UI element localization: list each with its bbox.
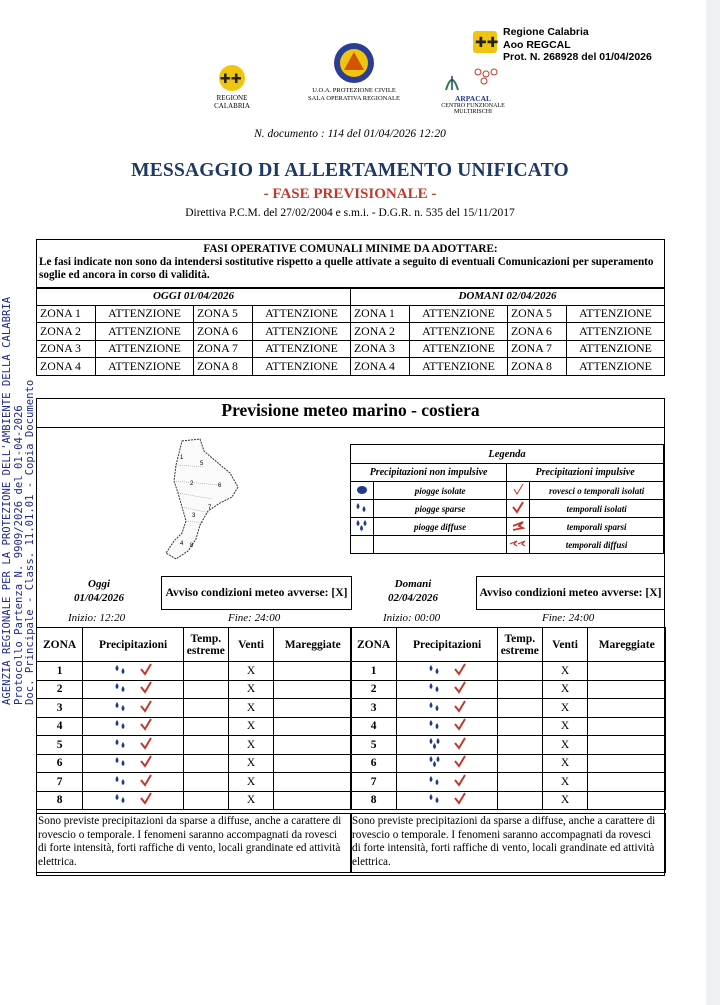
- forecast-venti: X: [228, 699, 274, 718]
- forecast-zone: 1: [351, 662, 397, 681]
- forecast-mareggiate: [274, 680, 352, 699]
- storm-rovesci-icon: [511, 483, 525, 496]
- oggi-day-label: [44, 577, 154, 605]
- forecast-precip: [397, 699, 498, 718]
- forecast-zone: 6: [37, 754, 83, 773]
- forecast-zone: 3: [37, 699, 83, 718]
- forecast-zone: 4: [37, 717, 83, 736]
- legenda-right-label: temporali sparsi: [530, 518, 664, 536]
- forecast-precip: [83, 680, 184, 699]
- forecast-venti: X: [542, 680, 588, 699]
- forecast-zone: 3: [351, 699, 397, 718]
- forecast-precip: [397, 680, 498, 699]
- rain-isolate-icon: [354, 483, 370, 496]
- fasi-operative-box: [36, 239, 665, 289]
- pc-logo-line-2: SALA OPERATIVA REGIONALE: [308, 95, 400, 102]
- zone-status: ATTENZIONE: [409, 340, 507, 358]
- forecast-venti: X: [542, 773, 588, 792]
- legenda-storm-cell: [507, 500, 530, 518]
- forecast-mareggiate: [588, 680, 666, 699]
- regione-calabria-crest-icon: [472, 30, 498, 54]
- oggi-header: OGGI 01/04/2026: [37, 288, 351, 306]
- side-stamp-line-2: Protocollo Partenza N. 9909/2026 del 01-04-2026: [12, 405, 25, 705]
- forecast-venti: X: [542, 699, 588, 718]
- stamp-line-1: Regione Calabria: [503, 26, 589, 38]
- forecast-zone: 2: [351, 680, 397, 699]
- zone-status: ATTENZIONE: [566, 340, 664, 358]
- zone-status: ATTENZIONE: [566, 305, 664, 323]
- storm-isolati-icon: [139, 663, 153, 676]
- forecast-header-cell: Precipitazioni: [83, 628, 184, 662]
- forecast-row: [37, 773, 352, 792]
- zone-name: ZONA 3: [37, 340, 96, 358]
- regione-calabria-logo: [200, 64, 264, 110]
- zone-name: ZONA 5: [193, 305, 252, 323]
- meteo-title: Previsione meteo marino - costiera: [221, 400, 480, 420]
- zone-status: ATTENZIONE: [252, 323, 350, 341]
- forecast-zone: 6: [351, 754, 397, 773]
- legenda-right-label: rovesci o temporali isolati: [530, 482, 664, 500]
- right-scroll-edge: [706, 0, 720, 1005]
- oggi-description: Sono previste precipitazioni da sparse a diffuse, anche a carattere di rovescio o temporale. I fenomeni saranno accompagnati da rovesci di forte intensità, forti raffiche di vento, locali grandinate ed attività elettrica.: [38, 815, 342, 868]
- domani-date: 02/04/2026: [387, 592, 439, 604]
- domani-label: Domani: [394, 578, 432, 590]
- calabria-zones-map: [160, 437, 242, 563]
- zone-name: ZONA 8: [507, 358, 566, 376]
- zone-status: ATTENZIONE: [252, 305, 350, 323]
- storm-isolati-icon: [453, 718, 467, 731]
- storm-isolati-icon: [453, 681, 467, 694]
- rain-sparse-icon: [113, 792, 129, 805]
- legenda-right-label: temporali diffusi: [530, 536, 664, 554]
- oggi-fine: Fine: 24:00: [228, 612, 281, 624]
- forecast-header-cell: ZONA: [37, 628, 83, 662]
- forecast-mareggiate: [274, 754, 352, 773]
- regione-logo-text: REGIONE CALABRIA: [214, 94, 250, 110]
- zone-name: ZONA 2: [37, 323, 96, 341]
- forecast-zone: 7: [37, 773, 83, 792]
- forecast-row: [37, 754, 352, 773]
- forecast-venti: X: [228, 773, 274, 792]
- oggi-inizio: Inizio: 12:20: [68, 612, 126, 624]
- zone-name: ZONA 2: [350, 323, 409, 341]
- zone-status: ATTENZIONE: [95, 323, 193, 341]
- forecast-header-cell: Temp. estreme: [498, 628, 543, 662]
- storm-isolati-icon: [139, 792, 153, 805]
- svg-text:✚✚: ✚✚: [475, 35, 498, 51]
- forecast-temp: [498, 699, 543, 718]
- zone-name: ZONA 8: [193, 358, 252, 376]
- arpacal-subtext: CENTRO FUNZIONALE MULTIRISCHI: [441, 103, 505, 115]
- forecast-temp: [498, 662, 543, 681]
- forecast-venti: X: [542, 754, 588, 773]
- pc-logo-line-1: U.O.A. PROTEZIONE CIVILE: [312, 87, 396, 94]
- legenda-col-non-impulsive: Precipitazioni non impulsive: [351, 464, 507, 482]
- stamp-line-3: Prot. N. 268928 del 01/04/2026: [503, 51, 652, 63]
- forecast-precip: [397, 662, 498, 681]
- domani-header: DOMANI 02/04/2026: [350, 288, 664, 306]
- forecast-precip: [83, 662, 184, 681]
- rain-sparse-icon: [113, 737, 129, 750]
- forecast-row: [351, 791, 666, 810]
- forecast-temp: [184, 736, 229, 755]
- zone-status: ATTENZIONE: [409, 305, 507, 323]
- legenda-right-label: temporali isolati: [530, 500, 664, 518]
- forecast-row: [37, 717, 352, 736]
- forecast-precip: [397, 736, 498, 755]
- zone-status: ATTENZIONE: [409, 358, 507, 376]
- forecast-venti: X: [228, 754, 274, 773]
- zone-name: ZONA 4: [350, 358, 409, 376]
- forecast-mareggiate: [274, 662, 352, 681]
- forecast-venti: X: [542, 717, 588, 736]
- fasi-note: Le fasi indicate non sono da intendersi sostitutive rispetto a quelle attivate a seguito di eventuali Comunicazioni per superamento soglie ed ancora in corso di validità.: [39, 256, 654, 281]
- rain-sparse-icon: [113, 718, 129, 731]
- forecast-header-cell: Temp. estreme: [184, 628, 229, 662]
- forecast-precip: [83, 717, 184, 736]
- forecast-mareggiate: [274, 773, 352, 792]
- zone-status: ATTENZIONE: [566, 358, 664, 376]
- forecast-temp: [184, 662, 229, 681]
- legenda-left-label: piogge diffuse: [374, 518, 507, 536]
- legenda-rain-cell: [351, 536, 374, 554]
- rain-sparse-icon: [113, 663, 129, 676]
- forecast-precip: [83, 736, 184, 755]
- legenda-row: [351, 536, 664, 554]
- arpacal-icon: [438, 66, 508, 92]
- forecast-mareggiate: [274, 699, 352, 718]
- map-zone-label: 2: [190, 481, 194, 487]
- storm-isolati-icon: [139, 700, 153, 713]
- forecast-temp: [184, 754, 229, 773]
- storm-isolati-icon: [453, 792, 467, 805]
- zone-name: ZONA 7: [193, 340, 252, 358]
- forecast-zone: 2: [37, 680, 83, 699]
- legenda-row: [351, 518, 664, 536]
- forecast-header-row: [37, 628, 352, 662]
- forecast-mareggiate: [588, 662, 666, 681]
- domani-inizio: Inizio: 00:00: [383, 612, 441, 624]
- forecast-zone: 5: [37, 736, 83, 755]
- forecast-header-cell: Mareggiate: [274, 628, 352, 662]
- domani-day-label: [358, 577, 468, 605]
- forecast-header-cell: Venti: [542, 628, 588, 662]
- stamp-line-2: Aoo REGCAL: [503, 38, 571, 51]
- zone-row: [37, 305, 665, 323]
- forecast-temp: [498, 791, 543, 810]
- forecast-precip: [397, 791, 498, 810]
- domani-description: Sono previste precipitazioni da sparse a diffuse, anche a carattere di rovescio o temporale. I fenomeni saranno accompagnati da rovesci di forte intensità, forti raffiche di vento, locali grandinate ed attività elettrica.: [352, 815, 656, 868]
- legenda-table: [350, 444, 664, 554]
- forecast-temp: [184, 773, 229, 792]
- legenda-storm-cell: [507, 536, 530, 554]
- forecast-zone: 7: [351, 773, 397, 792]
- oggi-label: Oggi: [88, 578, 110, 590]
- forecast-venti: X: [228, 662, 274, 681]
- forecast-header-cell: ZONA: [351, 628, 397, 662]
- protocol-stamp: [476, 26, 652, 64]
- forecast-zone: 4: [351, 717, 397, 736]
- domani-fine: Fine: 24:00: [542, 612, 595, 624]
- map-zone-label: 3: [192, 513, 196, 519]
- zone-name: ZONA 6: [193, 323, 252, 341]
- forecast-mareggiate: [588, 717, 666, 736]
- storm-isolati-icon: [453, 700, 467, 713]
- oggi-avviso: Avviso condizioni meteo avverse: [X]: [161, 576, 352, 610]
- legenda-title: Legenda: [351, 445, 664, 464]
- domani-avviso: Avviso condizioni meteo avverse: [X]: [476, 576, 665, 610]
- forecast-header-cell: Precipitazioni: [397, 628, 498, 662]
- forecast-temp: [184, 699, 229, 718]
- forecast-precip: [83, 699, 184, 718]
- rain-sparse-icon: [427, 718, 443, 731]
- forecast-row: [37, 736, 352, 755]
- rain-sparse-icon: [113, 774, 129, 787]
- legenda-left-label: [374, 536, 507, 554]
- forecast-precip: [397, 773, 498, 792]
- side-stamp-line-3: Doc. Principale - Class. 11.01.01 - Copia Documento: [24, 379, 37, 705]
- zone-name: ZONA 5: [507, 305, 566, 323]
- forecast-row: [351, 680, 666, 699]
- storm-isolati-icon: [453, 774, 467, 787]
- legenda-left-label: piogge isolate: [374, 482, 507, 500]
- map-zone-label: 8: [190, 543, 194, 549]
- regione-crest-icon: [217, 64, 247, 92]
- meteo-divider: [36, 427, 665, 428]
- zone-name: ZONA 4: [37, 358, 96, 376]
- forecast-venti: X: [542, 736, 588, 755]
- fasi-zones-table: [36, 287, 665, 376]
- forecast-zone: 5: [351, 736, 397, 755]
- legenda-storm-cell: [507, 482, 530, 500]
- arpacal-text: ARPACAL: [454, 94, 492, 103]
- forecast-venti: X: [228, 717, 274, 736]
- zone-name: ZONA 3: [350, 340, 409, 358]
- forecast-mareggiate: [588, 699, 666, 718]
- document-number: N. documento : 114 del 01/04/2026 12:20: [254, 128, 446, 140]
- zone-row: [37, 340, 665, 358]
- rain-sparse-icon: [427, 700, 443, 713]
- zone-row: [37, 358, 665, 376]
- forecast-venti: X: [228, 680, 274, 699]
- forecast-mareggiate: [588, 736, 666, 755]
- protezione-civile-logo: [302, 42, 406, 103]
- legenda-rain-cell: [351, 500, 374, 518]
- side-stamp-line-1: AGENZIA REGIONALE PER LA PROTEZIONE DELL'AMBIENTE DELLA CALABRIA: [1, 296, 13, 705]
- storm-isolati-icon: [139, 718, 153, 731]
- rain-sparse-icon: [113, 681, 129, 694]
- forecast-precip: [83, 773, 184, 792]
- zone-status: ATTENZIONE: [95, 358, 193, 376]
- forecast-mareggiate: [274, 717, 352, 736]
- forecast-row: [351, 754, 666, 773]
- page-title: MESSAGGIO DI ALLERTAMENTO UNIFICATO: [131, 160, 569, 181]
- rain-sparse-icon: [354, 501, 370, 514]
- forecast-row: [351, 773, 666, 792]
- forecast-venti: X: [542, 791, 588, 810]
- storm-isolati-icon: [139, 737, 153, 750]
- forecast-row: [37, 662, 352, 681]
- forecast-zone: 8: [351, 791, 397, 810]
- domani-forecast-table: [350, 627, 666, 810]
- forecast-mareggiate: [274, 791, 352, 810]
- oggi-forecast-table: [36, 627, 352, 810]
- protezione-civile-icon: [333, 42, 375, 84]
- forecast-row: [37, 699, 352, 718]
- forecast-temp: [184, 680, 229, 699]
- svg-text:✚✚: ✚✚: [220, 72, 242, 87]
- storm-isolati-icon: [453, 663, 467, 676]
- forecast-mareggiate: [588, 773, 666, 792]
- forecast-venti: X: [228, 736, 274, 755]
- zone-name: ZONA 1: [37, 305, 96, 323]
- forecast-venti: X: [542, 662, 588, 681]
- forecast-temp: [498, 717, 543, 736]
- storm-isolati-icon: [139, 681, 153, 694]
- rain-sparse-icon: [427, 774, 443, 787]
- forecast-precip: [83, 791, 184, 810]
- forecast-row: [351, 717, 666, 736]
- storm-isolati-icon: [139, 774, 153, 787]
- map-zone-label: 4: [180, 541, 184, 547]
- forecast-header-row: [351, 628, 666, 662]
- zone-status: ATTENZIONE: [409, 323, 507, 341]
- legenda-left-label: piogge sparse: [374, 500, 507, 518]
- forecast-precip: [83, 754, 184, 773]
- rain-diffuse-icon: [427, 737, 443, 750]
- directive-reference: Direttiva P.C.M. del 27/02/2004 e s.m.i. - D.G.R. n. 535 del 15/11/2017: [185, 207, 515, 219]
- zone-name: ZONA 7: [507, 340, 566, 358]
- forecast-temp: [498, 680, 543, 699]
- rain-sparse-icon: [427, 681, 443, 694]
- rain-diffuse-icon: [354, 519, 370, 532]
- legenda-row: [351, 500, 664, 518]
- storm-diffusi-icon: [509, 537, 527, 550]
- forecast-temp: [184, 791, 229, 810]
- zone-name: ZONA 6: [507, 323, 566, 341]
- forecast-temp: [498, 754, 543, 773]
- forecast-row: [351, 699, 666, 718]
- forecast-mareggiate: [588, 754, 666, 773]
- storm-isolati-icon: [453, 755, 467, 768]
- rain-sparse-icon: [427, 792, 443, 805]
- zone-row: [37, 323, 665, 341]
- storm-sparsi-icon: [511, 519, 525, 532]
- fasi-title: FASI OPERATIVE COMUNALI MINIME DA ADOTTARE:: [203, 243, 498, 255]
- storm-isolati-icon: [139, 755, 153, 768]
- zone-status: ATTENZIONE: [566, 323, 664, 341]
- legenda-rain-cell: [351, 518, 374, 536]
- page-subtitle: - FASE PREVISIONALE -: [263, 186, 437, 202]
- forecast-temp: [184, 717, 229, 736]
- zone-status: ATTENZIONE: [252, 358, 350, 376]
- forecast-header-cell: Mareggiate: [588, 628, 666, 662]
- map-zone-label: 1: [180, 455, 184, 461]
- legenda-row: [351, 482, 664, 500]
- zone-status: ATTENZIONE: [252, 340, 350, 358]
- zone-status: ATTENZIONE: [95, 340, 193, 358]
- rain-sparse-icon: [427, 663, 443, 676]
- storm-isolati-icon: [511, 501, 525, 514]
- storm-isolati-icon: [453, 737, 467, 750]
- forecast-precip: [397, 754, 498, 773]
- rain-sparse-icon: [113, 700, 129, 713]
- map-zone-label: 5: [200, 461, 204, 467]
- forecast-zone: 8: [37, 791, 83, 810]
- forecast-row: [37, 680, 352, 699]
- forecast-temp: [498, 736, 543, 755]
- forecast-zone: 1: [37, 662, 83, 681]
- zone-name: ZONA 1: [350, 305, 409, 323]
- oggi-date: 01/04/2026: [73, 592, 125, 604]
- zone-status: ATTENZIONE: [95, 305, 193, 323]
- forecast-mareggiate: [588, 791, 666, 810]
- forecast-venti: X: [228, 791, 274, 810]
- map-zone-label: 7: [208, 505, 212, 511]
- forecast-precip: [397, 717, 498, 736]
- legenda-rain-cell: [351, 482, 374, 500]
- rain-diffuse-icon: [427, 755, 443, 768]
- arpacal-logo: [428, 66, 518, 115]
- map-zone-label: 6: [218, 483, 222, 489]
- forecast-row: [37, 791, 352, 810]
- rain-sparse-icon: [113, 755, 129, 768]
- forecast-row: [351, 662, 666, 681]
- forecast-row: [351, 736, 666, 755]
- legenda-col-impulsive: Precipitazioni impulsive: [507, 464, 664, 482]
- legenda-storm-cell: [507, 518, 530, 536]
- forecast-header-cell: Venti: [228, 628, 274, 662]
- forecast-temp: [498, 773, 543, 792]
- forecast-mareggiate: [274, 736, 352, 755]
